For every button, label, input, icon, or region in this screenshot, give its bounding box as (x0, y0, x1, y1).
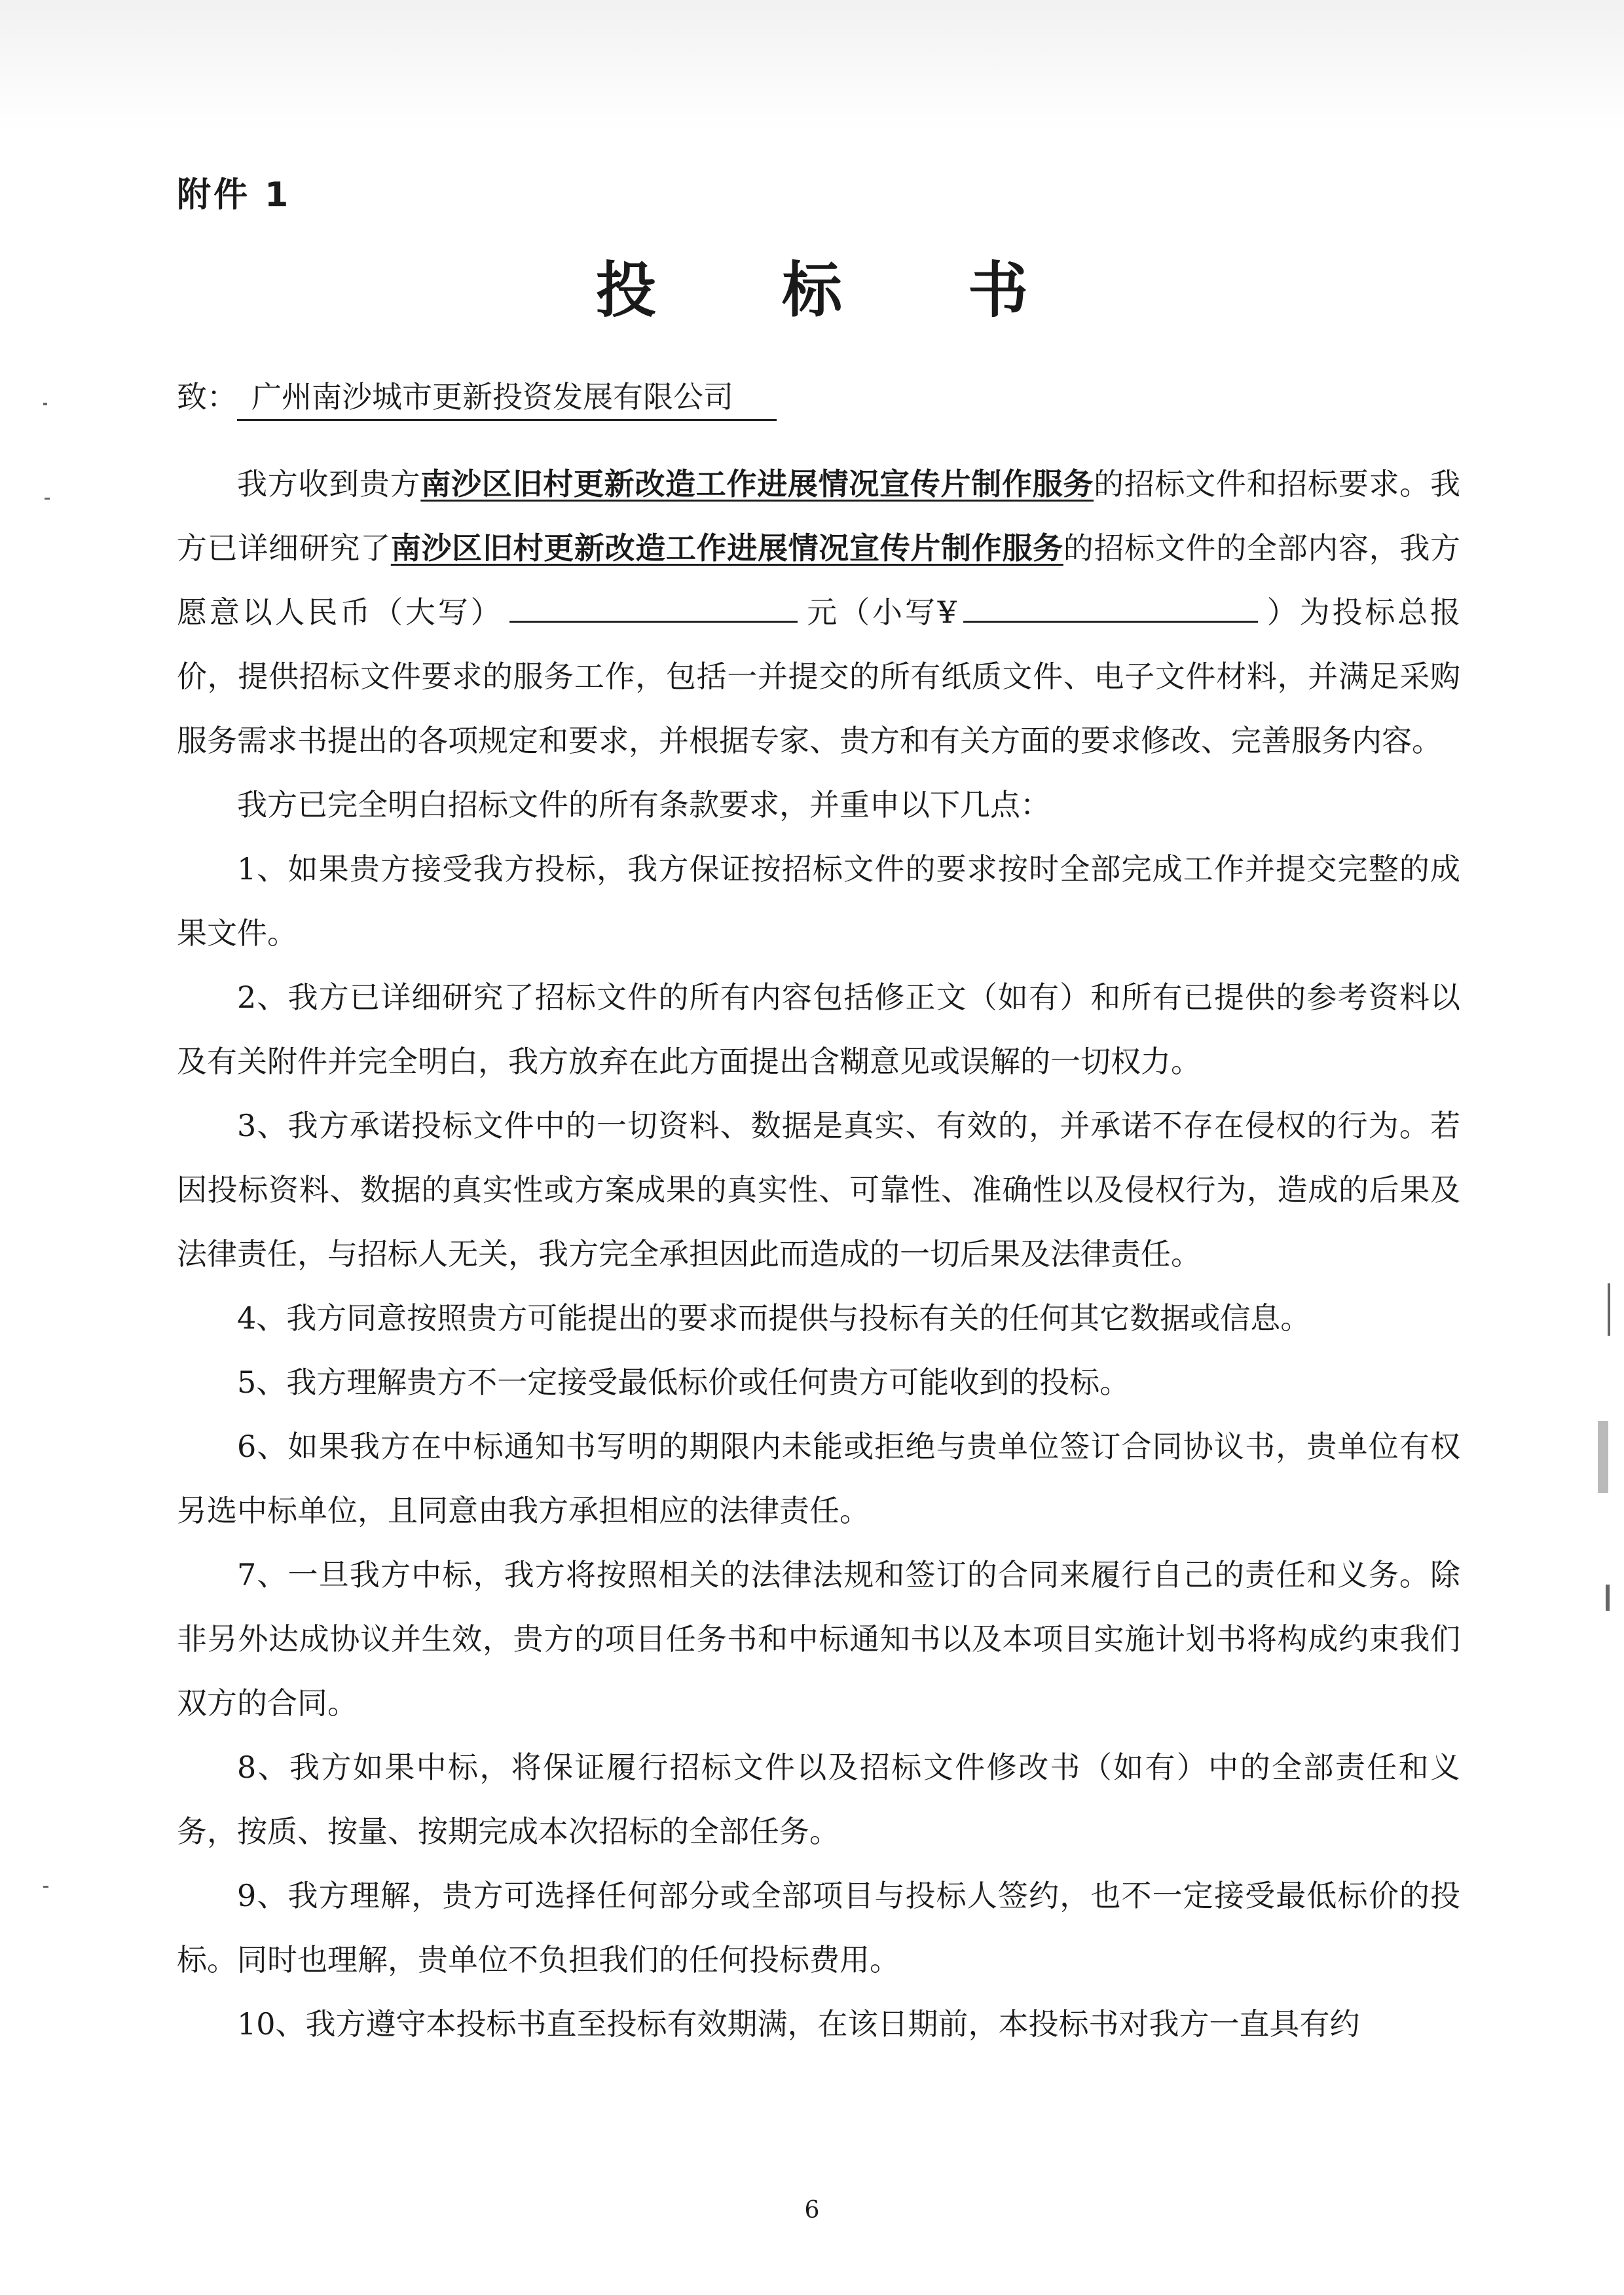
page-number: 6 (804, 2197, 820, 2224)
intro-part3: 的招标文件的全部内容，我方愿意以人民币（大写） (177, 530, 1461, 630)
intro-part2: 的招标文件和招标要求。我方已详细研究了 (177, 466, 1461, 566)
statement-paragraph: 我方已完全明白招标文件的所有条款要求，并重申以下几点： (237, 787, 1050, 822)
recipient-name: 广州南沙城市更新投资发展有限公司 (237, 373, 777, 421)
document-title: 投 标 书 (595, 255, 1081, 325)
scan-mark-right-1 (1608, 1283, 1610, 1336)
salutation-line (177, 373, 777, 421)
attachment-label: 附件 1 (177, 175, 291, 215)
amount-uppercase-blank[interactable] (509, 595, 798, 623)
clause-2: 2、我方已详细研究了招标文件的所有内容包括修正文（如有）和所有已提供的参考资料以及有关附件并完全明白，我方放弃在此方面提出含糊意见或误解的一切权力。 (177, 980, 1460, 1079)
clause-3: 3、我方承诺投标文件中的一切资料、数据是真实、有效的，并承诺不存在侵权的行为。若因投标资料、数据的真实性或方案成果的真实性、可靠性、准确性以及侵权行为，造成的后果及法律责任，与招标人无关，我方完全承担因此而造成的一切后果及法律责任。 (177, 1108, 1460, 1272)
project-name-1: 南沙区旧村更新改造工作进展情况宣传片制作服务 (420, 466, 1094, 502)
body-text (177, 452, 1460, 2056)
salutation-prefix: 致： (177, 379, 237, 414)
amount-lowercase-blank[interactable] (963, 595, 1258, 623)
scan-mark-left-2 (45, 498, 50, 500)
clause-10: 10、我方遵守本投标书直至投标有效期满，在该日期前，本投标书对我方一直具有约 (237, 2006, 1360, 2042)
clause-8: 8、我方如果中标，将保证履行招标文件以及招标文件修改书（如有）中的全部责任和义务，按质、按量、按期完成本次招标的全部任务。 (177, 1750, 1460, 1849)
scan-shading (0, 0, 1624, 131)
clause-6: 6、如果我方在中标通知书写明的期限内未能或拒绝与贵单位签订合同协议书，贵单位有权另选中标单位，且同意由我方承担相应的法律责任。 (177, 1429, 1460, 1528)
intro-part5: ）为投标总报价，提供招标文件要求的服务工作，包括一并提交的所有纸质文件、电子文件材料，并满足采购服务需求书提出的各项规定和要求，并根据专家、贵方和有关方面的要求修改、完善服务内容。 (177, 595, 1460, 758)
clause-9: 9、我方理解，贵方可选择任何部分或全部项目与投标人签约，也不一定接受最低标价的投标。同时也理解，贵单位不负担我们的任何投标费用。 (177, 1878, 1460, 1977)
clause-1: 1、如果贵方接受我方投标，我方保证按招标文件的要求按时全部完成工作并提交完整的成果文件。 (177, 851, 1460, 951)
intro-paragraph (177, 452, 1460, 773)
intro-part1: 我方收到贵方 (237, 466, 421, 502)
scan-mark-right-2 (1598, 1421, 1608, 1493)
project-name-2: 南沙区旧村更新改造工作进展情况宣传片制作服务 (390, 530, 1063, 566)
clause-5: 5、我方理解贵方不一定接受最低标价或任何贵方可能收到的投标。 (237, 1365, 1130, 1400)
clause-7: 7、一旦我方中标，我方将按照相关的法律法规和签订的合同来履行自己的责任和义务。除非另外达成协议并生效，贵方的项目任务书和中标通知书以及本项目实施计划书将构成约束我们双方的合同。 (177, 1557, 1460, 1721)
scan-mark-left-1 (43, 403, 47, 405)
intro-part4: 元（小写¥ (804, 595, 957, 630)
clause-4: 4、我方同意按照贵方可能提出的要求而提供与投标有关的任何其它数据或信息。 (237, 1300, 1311, 1336)
scan-mark-left-3 (43, 1886, 48, 1888)
scan-mark-right-3 (1606, 1585, 1610, 1611)
